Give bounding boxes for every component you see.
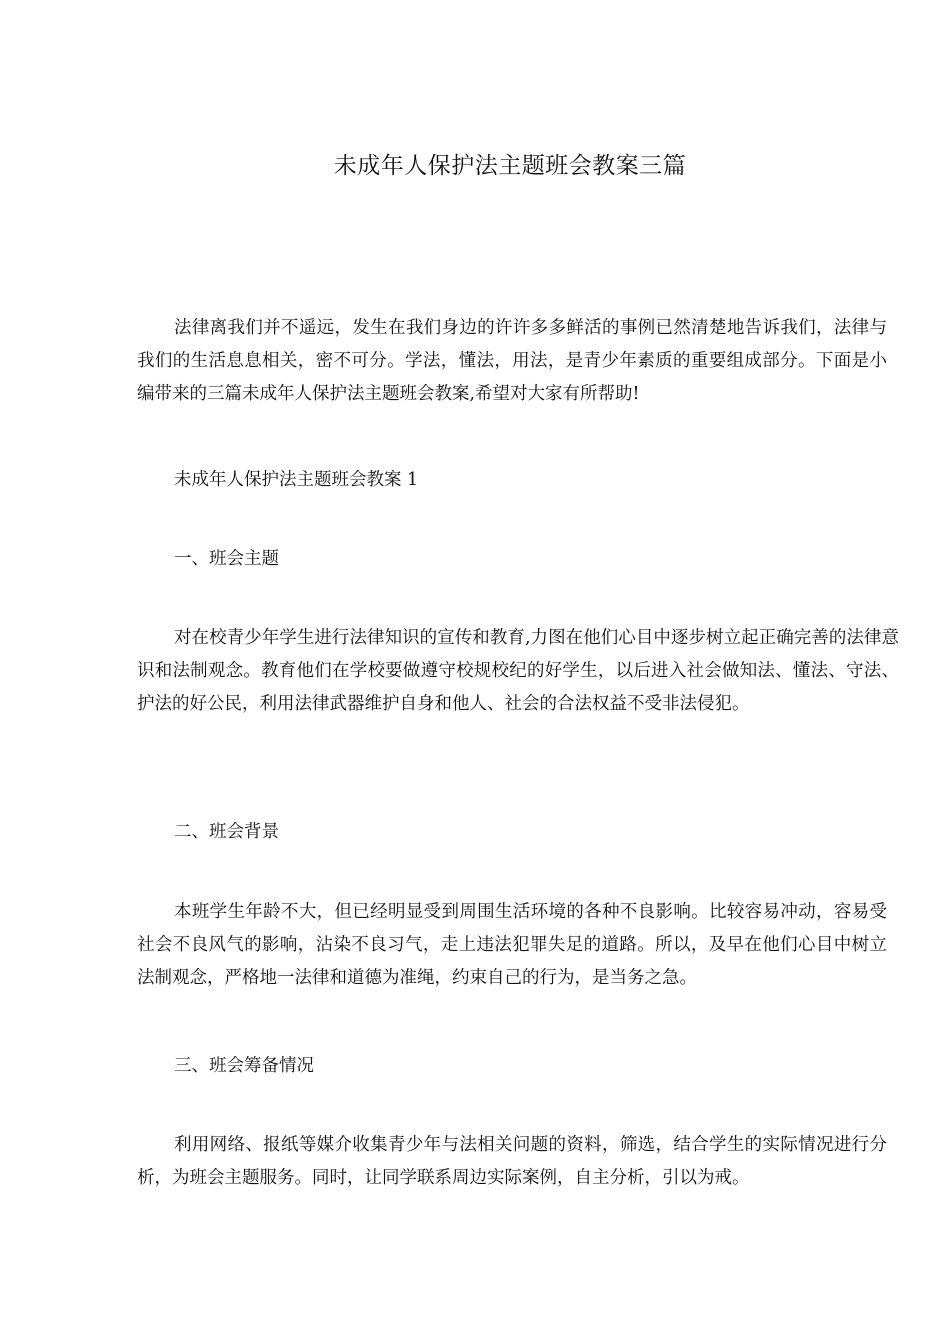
document-title: 未成年人保护法主题班会教案三篇 xyxy=(333,153,687,179)
section-body-background: 本班学生年龄不大，但已经明显受到周围生活环境的各种不良影响。比较容易冲动，容易受社会不良风气的影响，沾染不良习气，走上违法犯罪失足的道路。所以，及早在他们心目中树立法制观念，严格地一法律和道德为准绳，约束自己的行为，是当务之急。 xyxy=(137,902,887,988)
section-heading-preparation: 三、班会筹备情况 xyxy=(174,1056,314,1076)
intro-paragraph: 法律离我们并不遥远，发生在我们身边的许许多多鲜活的事例已然清楚地告诉我们，法律与我们的生活息息相关，密不可分。学法，懂法，用法，是青少年素质的重要组成部分。下面是小编带来的三篇未成年人保护法主题班会教案,希望对大家有所帮助! xyxy=(137,318,887,404)
section-body-theme: 对在校青少年学生进行法律知识的宣传和教育,力图在他们心目中逐步树立起正确完善的法律意识和法制观念。教育他们在学校要做遵守校规校纪的好学生，以后进入社会做知法、懂法、守法、护法的好公民，利用法律武器维护自身和他人、社会的合法权益不受非法侵犯。 xyxy=(137,628,899,714)
plan-title: 未成年人保护法主题班会教案 1 xyxy=(174,470,419,490)
section-heading-background: 二、班会背景 xyxy=(174,822,279,842)
section-heading-theme: 一、班会主题 xyxy=(174,549,279,569)
section-body-preparation: 利用网络、报纸等媒介收集青少年与法相关问题的资料，筛选，结合学生的实际情况进行分析，为班会主题服务。同时，让同学联系周边实际案例，自主分析，引以为戒。 xyxy=(137,1135,887,1188)
